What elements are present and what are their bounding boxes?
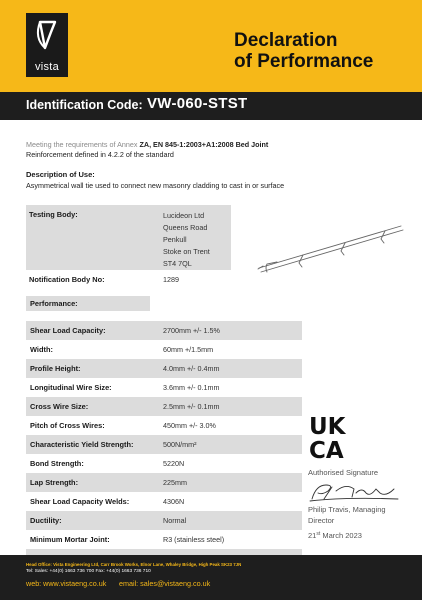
table-row xyxy=(26,530,302,549)
row-label: Shear Load Capacity Welds: xyxy=(30,497,130,506)
address-line: Stoke on Trent xyxy=(163,247,210,256)
row-label: Bond Strength: xyxy=(30,459,84,468)
address-line: Penkull xyxy=(163,235,187,244)
row-value: 4.0mm +/- 0.4mm xyxy=(163,364,220,373)
table-row xyxy=(26,340,302,359)
signature-date xyxy=(308,531,362,540)
row-value: 2.5mm +/- 0.1mm xyxy=(163,402,220,411)
wire-tie-product-image xyxy=(255,222,405,274)
row-label: Characteristic Yield Strength: xyxy=(30,440,134,449)
table-row xyxy=(26,511,302,530)
description-title: Description of Use: xyxy=(26,170,95,179)
performance-table xyxy=(26,321,302,568)
performance-title: Performance: xyxy=(30,299,78,308)
row-value: 5220N xyxy=(163,459,185,468)
row-label: Ductility: xyxy=(30,516,62,525)
row-label: Width: xyxy=(30,345,53,354)
table-row xyxy=(26,359,302,378)
row-value: 450mm +/- 3.0% xyxy=(163,421,216,430)
date-month-year: March 2023 xyxy=(320,531,362,540)
address-line: ST4 7QL xyxy=(163,259,192,268)
header-banner xyxy=(0,0,422,92)
table-row xyxy=(26,492,302,511)
identification-label: Identification Code: xyxy=(26,98,143,112)
row-value: 60mm +/1.5mm xyxy=(163,345,214,354)
testing-body-label: Testing Body: xyxy=(29,210,78,219)
footer xyxy=(0,555,422,600)
row-label: Profile Height: xyxy=(30,364,81,373)
ukca-line-1: UK xyxy=(309,414,346,440)
table-row xyxy=(26,416,302,435)
intro-lead: Meeting the requirements of Annex xyxy=(26,140,140,149)
performance-heading xyxy=(26,296,150,311)
address-line: Queens Road xyxy=(163,223,208,232)
title-line-2: of Performance xyxy=(234,51,374,72)
date-day: 21 xyxy=(308,531,317,540)
requirements-intro xyxy=(26,140,406,160)
row-label: Shear Load Capacity: xyxy=(30,326,106,335)
table-row xyxy=(26,378,302,397)
intro-line-2: Reinforcement defined in 4.2.2 of the standard xyxy=(26,150,174,159)
vista-logo xyxy=(26,13,68,77)
row-label: Longitudinal Wire Size: xyxy=(30,383,112,392)
description-text: Asymmetrical wall tie used to connect new masonry cladding to cast in or surface xyxy=(26,181,285,190)
table-row xyxy=(26,397,302,416)
logo-mark-icon xyxy=(31,18,63,58)
row-label: Lap Strength: xyxy=(30,478,79,487)
logo-text: vista xyxy=(34,61,60,73)
date-suffix: st xyxy=(316,531,321,537)
row-label: Pitch of Cross Wires: xyxy=(30,421,105,430)
title-line-1: Declaration xyxy=(234,30,338,51)
table-row xyxy=(26,454,302,473)
row-value: 4306N xyxy=(163,497,185,506)
notification-value: 1289 xyxy=(163,275,179,284)
footer-email-link[interactable]: email: sales@vistaeng.co.uk xyxy=(119,579,211,588)
footer-website-link[interactable]: web: www.vistaeng.co.uk xyxy=(26,579,107,588)
row-value: 2700mm +/- 1.5% xyxy=(163,326,220,335)
ukca-line-2: CA xyxy=(309,438,344,461)
row-value: Normal xyxy=(163,516,187,525)
testing-body-address xyxy=(163,210,210,270)
ukca-mark-icon xyxy=(308,413,356,461)
row-value: 500N/mm² xyxy=(163,440,197,449)
row-value: R3 (stainless steel) xyxy=(163,535,225,544)
page-title xyxy=(234,30,404,72)
table-row xyxy=(26,321,302,340)
row-label: Minimum Mortar Joint: xyxy=(30,535,110,544)
footer-telephone: Tel: Sales: +44(0) 1663 736 700 Fax: +44(0) 1663 736 710 xyxy=(26,569,151,574)
intro-standard: ZA, EN 845-1:2003+A1:2008 Bed Joint xyxy=(139,140,269,149)
row-value: 225mm xyxy=(163,478,187,487)
handwritten-signature xyxy=(306,479,406,503)
ukca-mark xyxy=(308,413,356,461)
footer-office-address: Head Office: Vista Engineering Ltd, Carr Brook Works, Elnor Lane, Whaley Bridge, High Peak SK23 7JN xyxy=(26,562,242,567)
address-line: Lucideon Ltd xyxy=(163,211,205,220)
table-row xyxy=(26,473,302,492)
signer-name: Philip Travis, Managing Director xyxy=(308,505,386,525)
identification-code: VW-060-STST xyxy=(147,95,248,112)
row-label: Cross Wire Size: xyxy=(30,402,89,411)
testing-body-box xyxy=(26,205,231,270)
authorised-signature-label: Authorised Signature xyxy=(308,468,379,477)
identification-bar xyxy=(0,92,422,120)
notification-label: Notification Body No: xyxy=(29,275,105,284)
table-row xyxy=(26,435,302,454)
row-value: 3.6mm +/- 0.1mm xyxy=(163,383,220,392)
